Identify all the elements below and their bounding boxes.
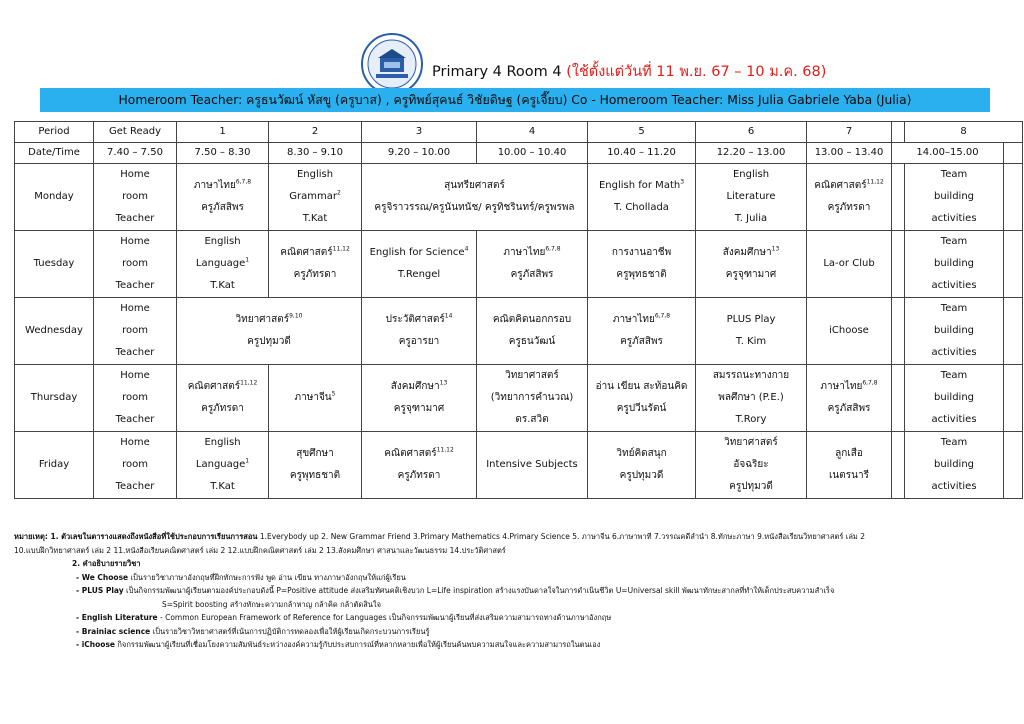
period-1: 1	[177, 122, 269, 143]
period-row	[15, 122, 1023, 143]
class-cell: อ่าน เขียน สะท้อนคิด ครูปวีนรัตน์	[588, 365, 696, 432]
spacer-cell	[1004, 298, 1023, 365]
homeroom-cell: Home room Teacher	[94, 432, 177, 499]
class-cell: English for Math$^3$ T. Chollada	[588, 164, 696, 231]
class-cell: คณิตศาสตร์$^{11,12}$ ครูภัทรดา	[807, 164, 892, 231]
row-tuesday	[15, 231, 1023, 298]
class-cell: สุขศึกษา ครูพุทธชาติ	[269, 432, 362, 499]
team-cell: Team building activities	[905, 231, 1004, 298]
class-cell: English Language$^1$ T.Kat	[177, 231, 269, 298]
class-cell: PLUS Play T. Kim	[696, 298, 807, 365]
class-cell: การงานอาชีพ ครูพุทธชาติ	[588, 231, 696, 298]
spacer-cell	[1004, 164, 1023, 231]
day-label: Monday	[15, 164, 94, 231]
spacer-cell	[892, 432, 905, 499]
time-5: 10.40 – 11.20	[588, 143, 696, 164]
note-ichoose: - iChoose กิจกรรมพัฒนาผู้เรียนที่เชื่อมโยงความสัมพันธ์ระหว่างองค์ความรู้กับประสบการณ์ที่หลากหลายเพื่อให้ผู้เรียนค้นพบความสนใจและความสามารถในตนเอง	[76, 640, 601, 649]
class-cell: English Grammar$^2$ T.Kat	[269, 164, 362, 231]
notes-heading-2: 2. คำอธิบายรายวิชา	[72, 559, 141, 568]
notes-line-1: หมายเหตุ: 1. ตัวเลขในตารางแสดงถึงหนังสือที่ใช้ประกอบการเรียนการสอน 1.Everybody up 2. New Grammar Friend 3.Primary Mathematics 4.Primary Science 5. ภาษาจีน 6.ภาษาพาที 7.วรรณคดีลำนำ 8.ทักษะภาษา 9.หนังสือเรียนวิทยาศาสตร์ เล่ม 2	[14, 532, 866, 541]
notes-line-2: 10.แบบฝึกวิทยาศาสตร์ เล่ม 2 11.หนังสือเรียนคณิตศาสตร์ เล่ม 2 12.แบบฝึกคณิตศาสตร์ เล่ม 2 13.สังคมศึกษา ศาสนาและวัฒนธรรม 14.ประวัติศาสตร์	[14, 545, 506, 555]
homeroom-cell: Home room Teacher	[94, 298, 177, 365]
row-friday	[15, 432, 1023, 499]
school-logo	[360, 32, 424, 96]
class-cell: วิทยาศาสตร์$^{9,10}$ ครูปทุมวดี	[177, 298, 362, 365]
class-cell: iChoose	[807, 298, 892, 365]
day-label: Wednesday	[15, 298, 94, 365]
note-english-literature: - English Literature - Common European Framework of Reference for Languages เป็นกิจกรรมพัฒนาผู้เรียนที่ส่งเสริมความสามารถทางด้านภาษาอังกฤษ	[76, 613, 612, 622]
row-thursday	[15, 365, 1023, 432]
spacer-cell	[1004, 432, 1023, 499]
class-cell: ภาษาไทย$^{6,7,8}$ ครูภัสสิพร	[177, 164, 269, 231]
note-brainiac-science: - Brainiac science เป็นรายวิชาวิทยาศาสตร์ที่เน้นการปฏิบัติการทดลองเพื่อให้ผู้เรียนเกิดกระบวนการเรียนรู้	[76, 626, 430, 636]
class-cell: Intensive Subjects	[477, 432, 588, 499]
period-get-ready: Get Ready	[94, 122, 177, 143]
class-cell: English for Science$^4$ T.Rengel	[362, 231, 477, 298]
row-wednesday	[15, 298, 1023, 365]
class-cell: คณิตคิดนอกกรอบ ครูธนวัฒน์	[477, 298, 588, 365]
class-cell: สังคมศึกษา$^{13}$ ครูจุฑามาศ	[696, 231, 807, 298]
note-plus-play: - PLUS Play เป็นกิจกรรมพัฒนาผู้เรียนตามองค์ประกอบดังนี้ P=Positive attitude ส่งเสริมทัศนคติเชิงบวก L=Life inspiration สร้างแรงบันดาลใจในการดำเนินชีวิต U=Universal skill พัฒนาทักษะสากลที่ทำให้เด็กประสบความสำเร็จ	[76, 586, 835, 595]
period-6: 6	[696, 122, 807, 143]
time-8: 14.00–15.00	[892, 143, 1004, 164]
class-cell: English Language$^1$ T.Kat	[177, 432, 269, 499]
spacer-cell	[1004, 365, 1023, 432]
title-date-range: (ใช้ตั้งแต่วันที่ 11 พ.ย. 67 – 10 ม.ค. 68)	[566, 64, 827, 80]
day-label: Thursday	[15, 365, 94, 432]
time-2: 8.30 – 9.10	[269, 143, 362, 164]
class-cell: คณิตศาสตร์$^{11,12}$ ครูภัทรดา	[269, 231, 362, 298]
class-cell: English Literature T. Julia	[696, 164, 807, 231]
class-cell: ประวัติศาสตร์$^{14}$ ครูอารยา	[362, 298, 477, 365]
spacer-cell	[892, 298, 905, 365]
timetable	[14, 121, 1023, 499]
time-6: 12.20 – 13.00	[696, 143, 807, 164]
class-cell: ภาษาไทย$^{6,7,8}$ ครูภัสสิพร	[477, 231, 588, 298]
class-cell: ภาษาไทย$^{6,7,8}$ ครูภัสสิพร	[588, 298, 696, 365]
team-cell: Team building activities	[905, 365, 1004, 432]
title-class: Primary 4 Room 4	[432, 64, 567, 80]
time-4: 10.00 – 10.40	[477, 143, 588, 164]
note-we-choose: - We Choose เป็นรายวิชาภาษาอังกฤษที่ฝึกทักษะการฟัง พูด อ่าน เขียน ทางภาษาอังกฤษให้แก่ผู้เรียน	[76, 572, 406, 582]
time-1: 7.50 – 8.30	[177, 143, 269, 164]
spacer-cell	[1004, 231, 1023, 298]
period-4: 4	[477, 122, 588, 143]
team-cell: Team building activities	[905, 298, 1004, 365]
time-get-ready: 7.40 – 7.50	[94, 143, 177, 164]
spacer-cell	[892, 164, 905, 231]
team-cell: Team building activities	[905, 432, 1004, 499]
class-cell: ภาษาจีน$^5$	[269, 365, 362, 432]
class-cell: ภาษาไทย$^{6,7,8}$ ครูภัสสิพร	[807, 365, 892, 432]
class-cell: วิทยาศาสตร์ (วิทยาการคำนวณ) ดร.สวิต	[477, 365, 588, 432]
class-cell: คณิตศาสตร์$^{11,12}$ ครูภัทรดา	[177, 365, 269, 432]
time-label: Date/Time	[15, 143, 94, 164]
time-row	[15, 143, 1023, 164]
row-monday	[15, 164, 1023, 231]
time-3: 9.20 – 10.00	[362, 143, 477, 164]
period-label: Period	[15, 122, 94, 143]
homeroom-cell: Home room Teacher	[94, 231, 177, 298]
teachers-bar: Homeroom Teacher: ครูธนวัฒน์ หัสขู (ครูบาส) , ครูทิพย์สุคนธ์ วิชัยดิษฐ (ครูเจี๊ยบ) Co - Homeroom Teacher: Miss Julia Gabriele Yaba (Julia)	[40, 88, 990, 112]
period-8: 8	[905, 122, 1023, 143]
homeroom-cell: Home room Teacher	[94, 164, 177, 231]
spacer-cell	[1004, 143, 1023, 164]
spacer-cell	[892, 365, 905, 432]
class-cell: ลูกเสือ เนตรนารี	[807, 432, 892, 499]
period-2: 2	[269, 122, 362, 143]
page-title	[432, 60, 826, 83]
spacer-cell	[892, 122, 905, 143]
day-label: Tuesday	[15, 231, 94, 298]
spacer-cell	[892, 231, 905, 298]
class-cell: สังคมศึกษา$^{13}$ ครูจุฑามาศ	[362, 365, 477, 432]
class-cell: วิทย์คิดสนุก ครูปทุมวดี	[588, 432, 696, 499]
class-cell: คณิตศาสตร์$^{11,12}$ ครูภัทรดา	[362, 432, 477, 499]
class-cell: La-or Club	[807, 231, 892, 298]
notes-section	[14, 530, 1014, 652]
period-7: 7	[807, 122, 892, 143]
day-label: Friday	[15, 432, 94, 499]
time-7: 13.00 – 13.40	[807, 143, 892, 164]
class-cell: สมรรถนะทางกาย พลศึกษา (P.E.) T.Rory	[696, 365, 807, 432]
period-5: 5	[588, 122, 696, 143]
homeroom-cell: Home room Teacher	[94, 365, 177, 432]
class-cell: สุนทรียศาสตร์ ครูจิราวรรณ/ครูนันทนัช/ ครูทิชรินทร์/ครูพรพล	[362, 164, 588, 231]
note-plus-play-cont: S=Spirit boosting สร้างทักษะความกล้าหาญ กล้าคิด กล้าตัดสินใจ	[162, 599, 381, 609]
class-cell: วิทยาศาสตร์ อัจฉริยะ ครูปทุมวดี	[696, 432, 807, 499]
team-cell: Team building activities	[905, 164, 1004, 231]
period-3: 3	[362, 122, 477, 143]
